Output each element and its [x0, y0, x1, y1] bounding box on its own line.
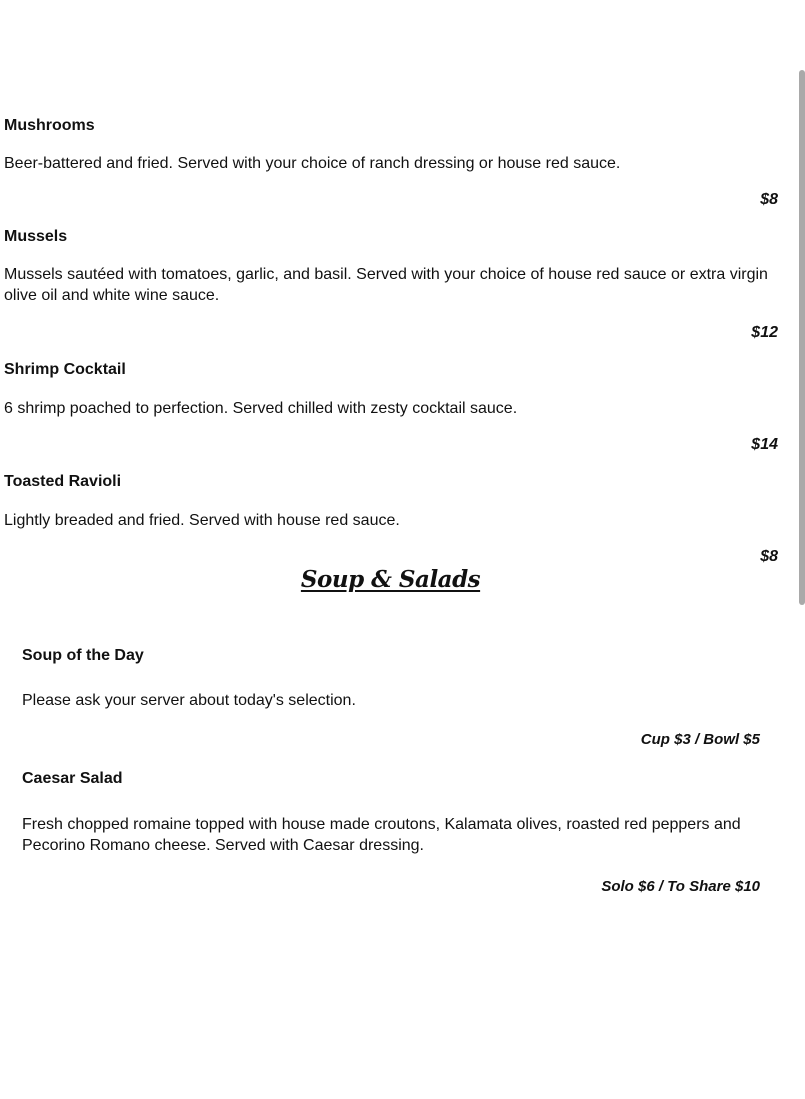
item-name: Mushrooms [4, 117, 95, 134]
item-description: 6 shrimp poached to perfection. Served chilled with zesty cocktail sauce. [4, 400, 518, 417]
section-heading-text: Soup & Salads [300, 566, 481, 593]
item-price: Solo $6 / To Share $10 [601, 878, 760, 895]
item-name: Mussels [4, 228, 68, 245]
item-description: Mussels sautéed with tomatoes, garlic, and basil. Served with your choice of house red sauce or extra virgin olive oil and white wine sauce. [4, 266, 768, 304]
item-price: $8 [760, 191, 778, 208]
item-description: Lightly breaded and fried. Served with house red sauce. [4, 512, 400, 529]
item-price: $12 [751, 324, 778, 341]
item-description: Please ask your server about today's selection. [22, 692, 356, 709]
item-price: $8 [760, 548, 778, 565]
item-price: Cup $3 / Bowl $5 [640, 731, 760, 748]
section-heading [0, 566, 781, 594]
item-description: Beer-battered and fried. Served with your choice of ranch dressing or house red sauce. [4, 155, 621, 172]
vertical-scrollbar[interactable] [799, 70, 805, 605]
item-name: Shrimp Cocktail [4, 361, 126, 378]
item-name: Toasted Ravioli [4, 473, 122, 490]
item-name: Caesar Salad [22, 770, 123, 787]
item-description: Fresh chopped romaine topped with house made croutons, Kalamata olives, roasted red peppers and Pecorino Romano cheese. Served with Caesar dressing. [22, 816, 741, 854]
item-price: $14 [751, 436, 778, 453]
item-name: Soup of the Day [22, 647, 144, 664]
